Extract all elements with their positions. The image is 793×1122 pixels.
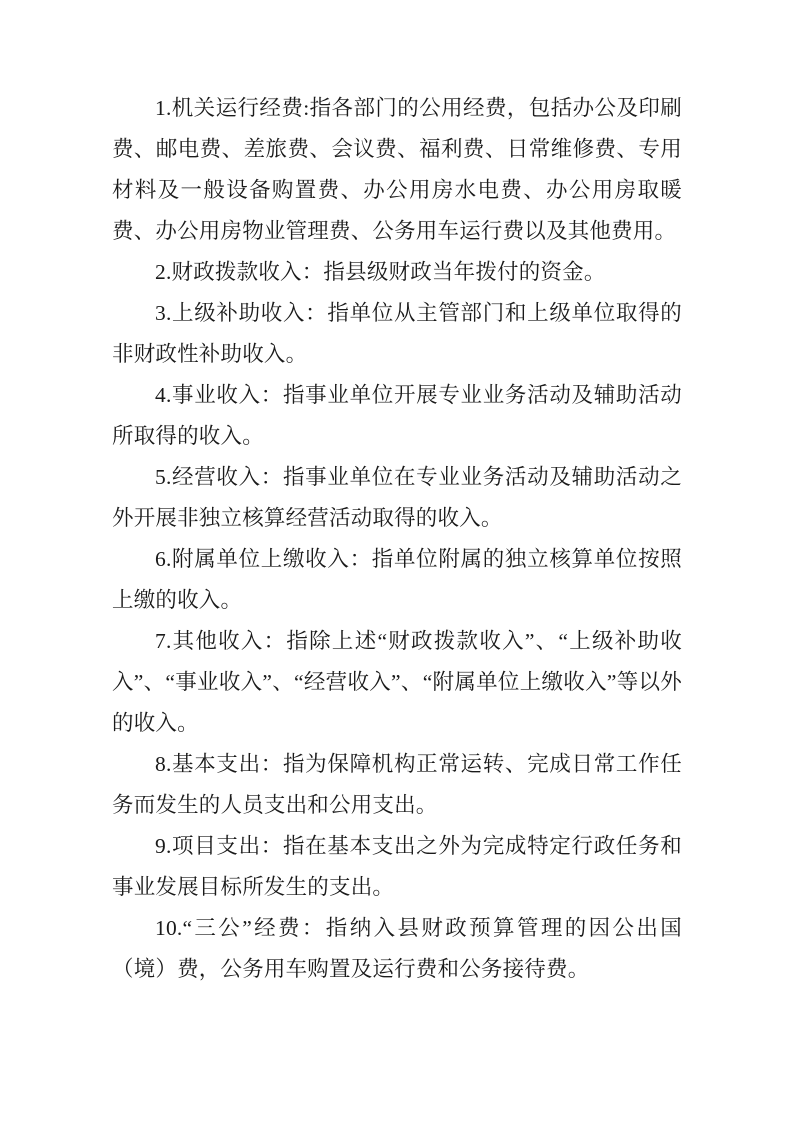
paragraph-10: 10.“三公”经费：指纳入县财政预算管理的因公出国（境）费，公务用车购置及运行费和公务接待费。 xyxy=(112,916,682,981)
document-body xyxy=(112,88,682,990)
paragraph-5: 5.经营收入：指事业单位在专业业务活动及辅助活动之外开展非独立核算经营活动取得的收入。 xyxy=(112,465,682,530)
paragraph-8: 8.基本支出：指为保障机构正常运转、完成日常工作任务而发生的人员支出和公用支出。 xyxy=(112,752,682,817)
paragraph-1: 1.机关运行经费:指各部门的公用经费，包括办公及印刷费、邮电费、差旅费、会议费、福利费、日常维修费、专用材料及一般设备购置费、办公用房水电费、办公用房取暖费、办公用房物业管理费、公务用车运行费以及其他费用。 xyxy=(112,96,682,243)
paragraph-4: 4.事业收入：指事业单位开展专业业务活动及辅助活动所取得的收入。 xyxy=(112,383,682,448)
paragraph-7: 7.其他收入：指除上述“财政拨款收入”、“上级补助收入”、“事业收入”、“经营收入”、“附属单位上缴收入”等以外的收入。 xyxy=(112,629,682,735)
paragraph-3: 3.上级补助收入：指单位从主管部门和上级单位取得的非财政性补助收入。 xyxy=(112,301,682,366)
paragraph-9: 9.项目支出：指在基本支出之外为完成特定行政任务和事业发展目标所发生的支出。 xyxy=(112,834,682,899)
paragraph-6: 6.附属单位上缴收入：指单位附属的独立核算单位按照上缴的收入。 xyxy=(112,547,682,612)
paragraph-2: 2.财政拨款收入：指县级财政当年拨付的资金。 xyxy=(155,260,606,284)
